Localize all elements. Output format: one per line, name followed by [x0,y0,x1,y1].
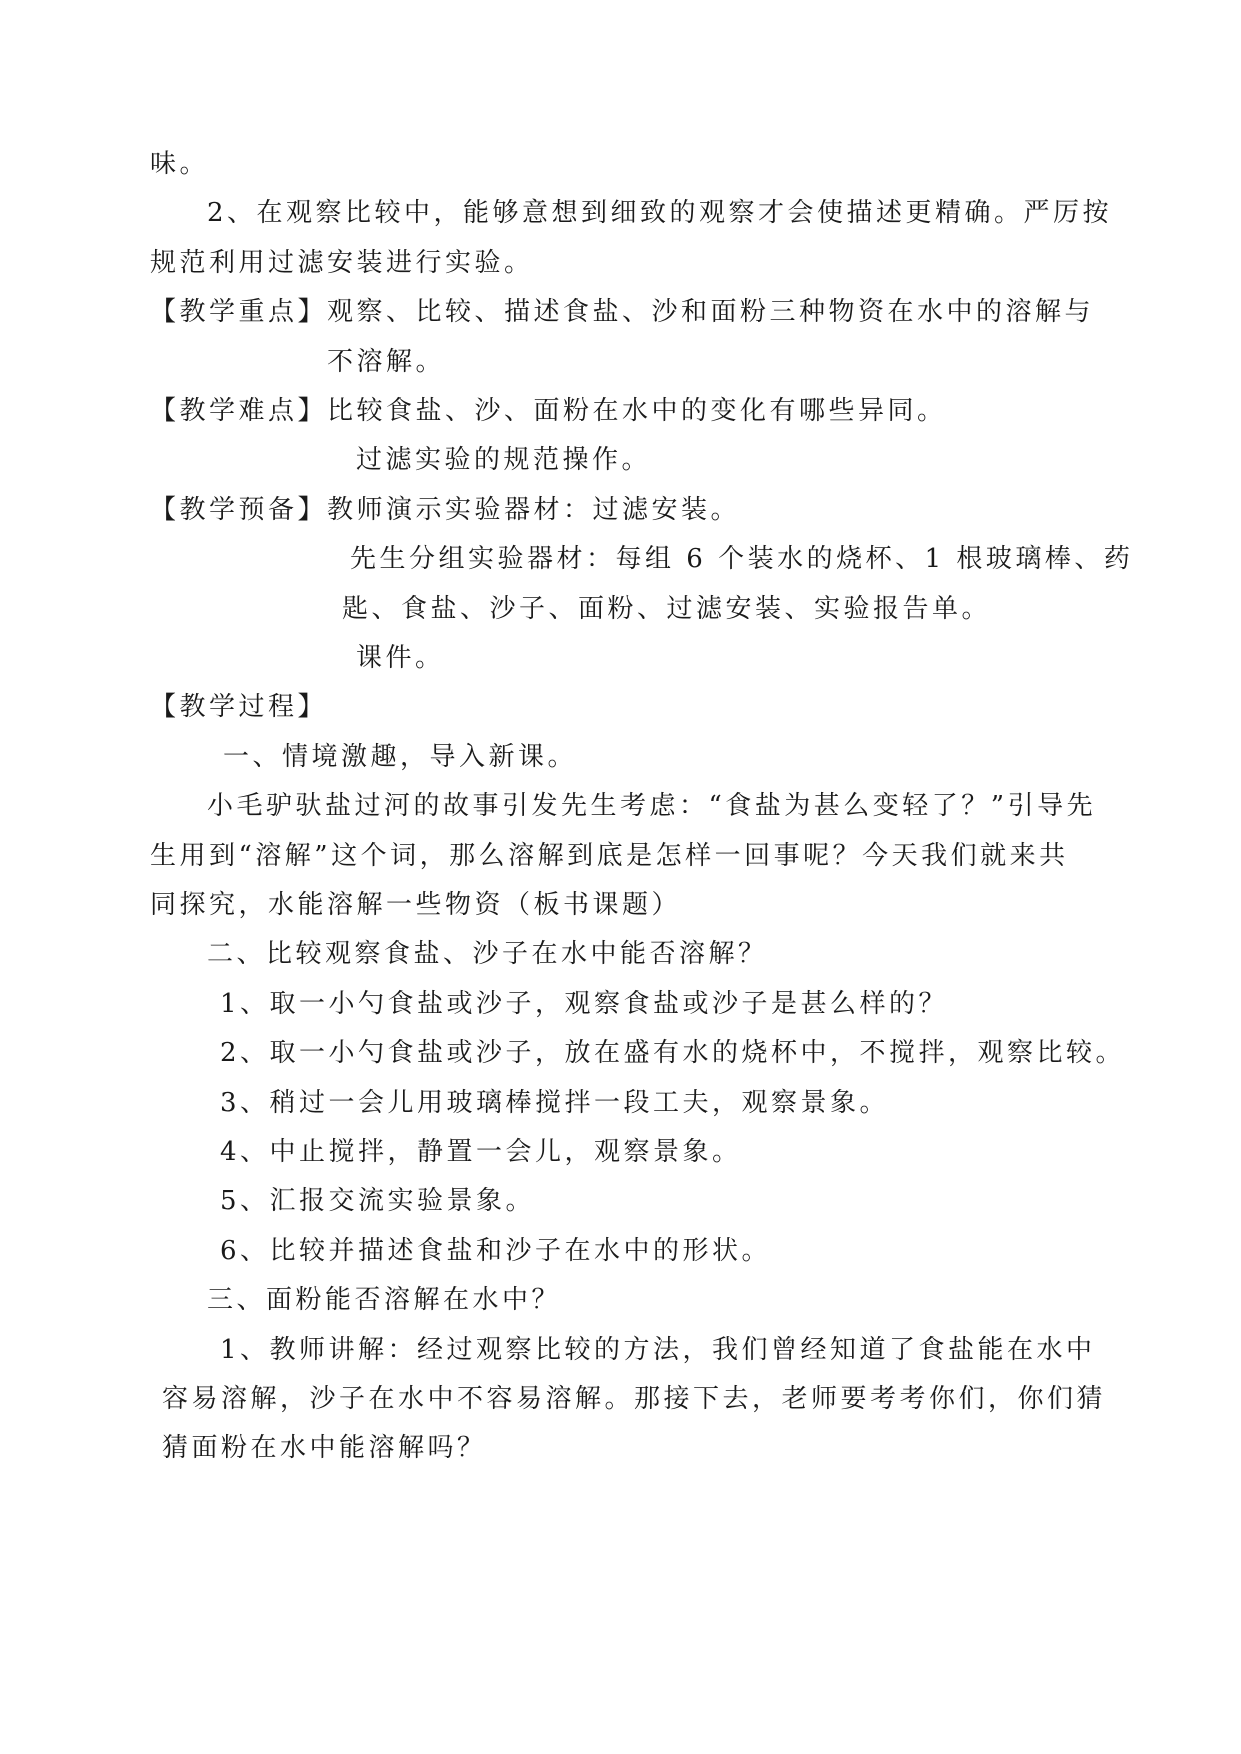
text-line: 先生分组实验器材：每组 6 个装水的烧杯、1 根玻璃棒、药 [350,544,1134,574]
text-line: 过滤实验的规范操作。 [356,445,652,475]
text-line: 味。 [150,149,210,179]
text-line: 【教学预备】教师演示实验器材：过滤安装。 [150,495,741,525]
text-line: 生用到“溶解”这个词，那么溶解到底是怎样一回事呢？今天我们就来共 [150,841,1069,871]
text-line: 三、面粉能否溶解在水中？ [207,1285,562,1315]
text-line: 1、取一小勺食盐或沙子，观察食盐或沙子是甚么样的？ [220,989,949,1019]
text-line: 5、汇报交流实验景象。 [220,1186,536,1216]
text-line: 容易溶解，沙子在水中不容易溶解。那接下去，老师要考考你们，你们猜 [162,1384,1107,1414]
text-line: 3、稍过一会儿用玻璃棒搅拌一段工夫，观察景象。 [220,1088,890,1118]
text-line: 小毛驴驮盐过河的故事引发先生考虑：“食盐为甚么变轻了？”引导先 [207,791,1097,821]
text-line: 【教学难点】比较食盐、沙、面粉在水中的变化有哪些异同。 [150,396,947,426]
text-line: 二、比较观察食盐、沙子在水中能否溶解？ [207,939,768,969]
text-line: 猜面粉在水中能溶解吗？ [162,1433,487,1463]
text-line: 规范利用过滤安装进行实验。 [150,248,534,278]
text-line: 1、教师讲解：经过观察比较的方法，我们曾经知道了食盐能在水中 [220,1335,1096,1365]
text-line: 同探究，水能溶解一些物资（板书课题） [150,890,682,920]
text-line: 【教学过程】 [150,692,328,722]
text-line: 6、比较并描述食盐和沙子在水中的形状。 [220,1236,772,1266]
text-line: 4、中止搅拌，静置一会儿，观察景象。 [220,1137,742,1167]
text-line: 课件。 [356,643,445,673]
text-line: 匙、食盐、沙子、面粉、过滤安装、实验报告单。 [342,594,992,624]
text-line: 【教学重点】观察、比较、描述食盐、沙和面粉三种物资在水中的溶解与 [150,297,1095,327]
text-line: 2、在观察比较中，能够意想到细致的观察才会使描述更精确。严厉按 [207,198,1113,228]
text-line: 一、情境激趣，导入新课。 [223,742,578,772]
text-line: 不溶解。 [327,347,446,377]
text-line: 2、取一小勺食盐或沙子，放在盛有水的烧杯中，不搅拌，观察比较。 [220,1038,1126,1068]
